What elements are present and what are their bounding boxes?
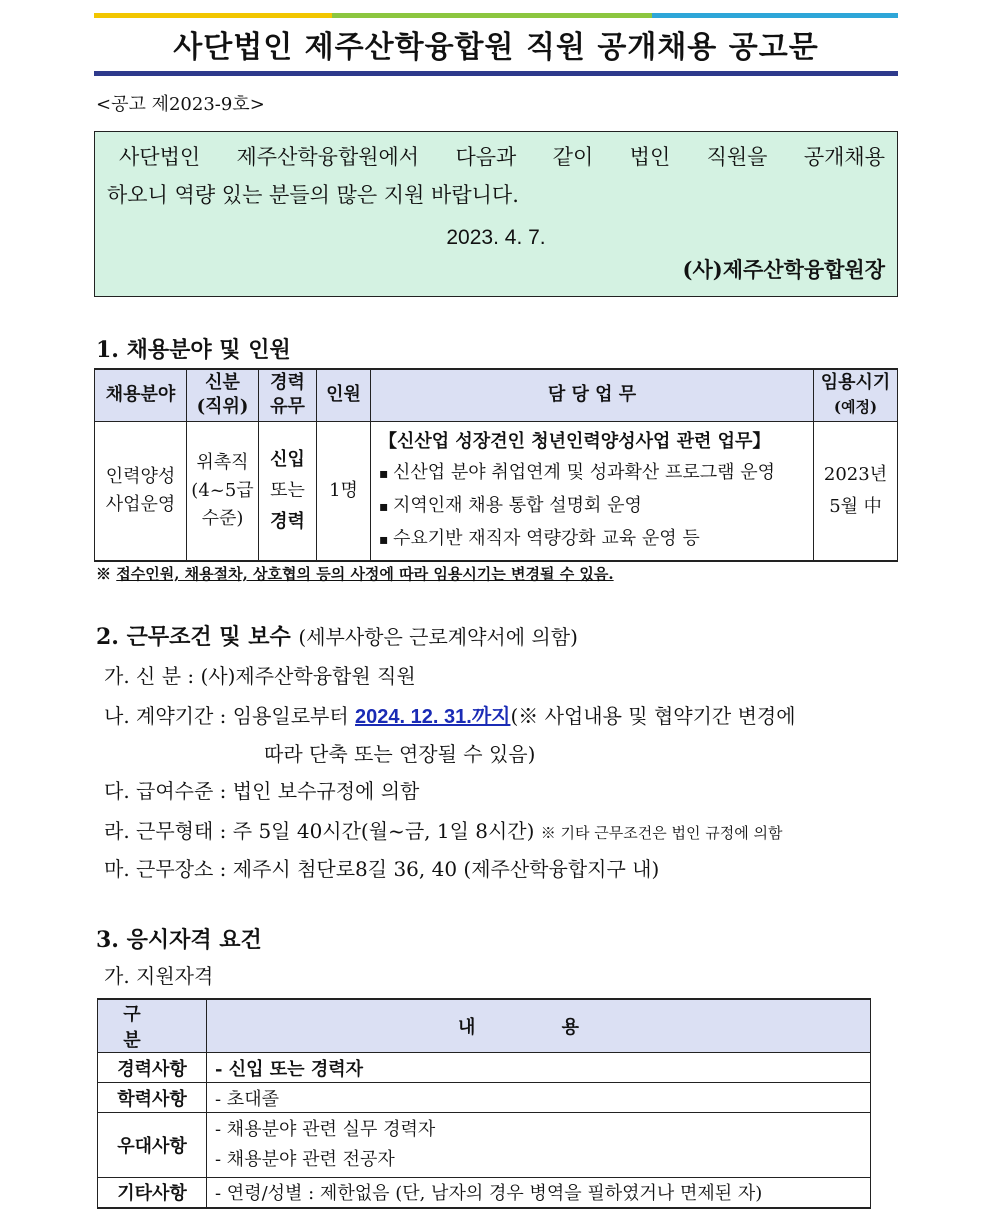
cell-count: 1명 — [317, 421, 371, 561]
section2-title: 2. 근무조건 및 보수 (세부사항은 근로계약서에 의함) — [96, 624, 578, 650]
condition-contract-cont: 따라 단축 또는 연장될 수 있음) — [264, 742, 536, 766]
th-duty: 담 당 업 무 — [371, 369, 814, 421]
intro-date: 2023. 4. 7. — [446, 226, 546, 249]
row-key: 우대사항 — [98, 1113, 207, 1178]
row-key: 기타사항 — [98, 1178, 207, 1208]
row-key: 학력사항 — [98, 1083, 207, 1113]
header-color-bar — [94, 13, 898, 18]
intro-signature: (사)제주산학융합원장 — [682, 257, 885, 282]
cell-duty — [371, 421, 814, 561]
section1-title: 1. 채용분야 및 인원 — [96, 337, 291, 363]
section3-subtitle: 가. 지원자격 — [104, 964, 214, 988]
intro-box — [94, 131, 898, 297]
section3-title: 3. 응시자격 요건 — [96, 927, 262, 953]
condition-salary: 다. 급여수준 : 법인 보수규정에 의함 — [104, 779, 420, 803]
qualification-table — [97, 998, 871, 1209]
condition-location: 마. 근무장소 : 제주시 첨단로8길 36, 40 (제주산학융합지구 내) — [104, 857, 660, 881]
intro-line-1: 사단법인 제주산학융합원에서 다음과 같이 법인 직원을 공개채용 — [119, 145, 885, 169]
row-value: - 초대졸 — [207, 1083, 871, 1113]
color-bar-yellow — [94, 13, 332, 18]
th-field: 채용분야 — [95, 369, 187, 421]
th-category: 구 분 — [98, 999, 207, 1053]
condition-worktype: 라. 근무형태 : 주 5일 40시간(월~금, 1일 8시간) ※ 기타 근무조건은 법인 규정에 의함 — [104, 819, 783, 843]
table-row — [95, 421, 898, 561]
row-value: - 채용분야 관련 실무 경력자 - 채용분야 관련 전공자 — [207, 1113, 871, 1178]
duty-item: ▪ 신산업 분야 취업연계 및 성과확산 프로그램 운영 — [379, 457, 805, 490]
th-period: 임용시기 (예정) — [814, 369, 898, 421]
duty-item: ▪ 수요기반 재직자 역량강화 교육 운영 등 — [379, 523, 805, 556]
cell-field: 인력양성 사업운영 — [95, 421, 187, 561]
row-key: 경력사항 — [98, 1053, 207, 1083]
cell-career: 신입 또는 경력 — [259, 421, 317, 561]
duty-item: ▪ 지역인재 채용 통합 설명회 운영 — [379, 490, 805, 523]
color-bar-green — [332, 13, 652, 18]
table-row — [98, 1178, 871, 1208]
section1-note: ※ 접수인원, 채용절차, 상호협의 등의 사정에 따라 임용시기는 변경될 수 있음. — [96, 565, 614, 583]
condition-status: 가. 신 분 : (사)제주산학융합원 직원 — [104, 664, 416, 688]
row-value: - 신입 또는 경력자 — [207, 1053, 871, 1083]
title-underline — [94, 71, 898, 76]
duty-heading: 【신산업 성장견인 청년인력양성사업 관련 업무】 — [379, 430, 771, 452]
th-career: 경력 유무 — [259, 369, 317, 421]
row-value: - 연령/성별 : 제한없음 (단, 남자의 경우 병역을 필하였거나 면제된 자) — [207, 1178, 871, 1208]
cell-period: 2023년 5월 中 — [814, 421, 898, 561]
th-count: 인원 — [317, 369, 371, 421]
color-bar-blue — [652, 13, 898, 18]
th-content: 내 용 — [207, 999, 871, 1053]
th-position: 신분 (직위) — [187, 369, 259, 421]
table-row — [98, 1053, 871, 1083]
table-row — [98, 1083, 871, 1113]
recruitment-table — [94, 368, 898, 562]
page-title: 사단법인 제주산학융합원 직원 공개채용 공고문 — [173, 30, 819, 65]
cell-position: 위촉직 (4~5급 수준) — [187, 421, 259, 561]
condition-contract: 나. 계약기간 : 임용일로부터 2024. 12. 31.까지(※ 사업내용 및 협약기간 변경에 — [104, 704, 796, 728]
table-row — [98, 1113, 871, 1178]
intro-line-2: 하오니 역량 있는 분들의 많은 지원 바랍니다. — [107, 183, 519, 207]
notice-number: <공고 제2023-9호> — [96, 94, 265, 115]
